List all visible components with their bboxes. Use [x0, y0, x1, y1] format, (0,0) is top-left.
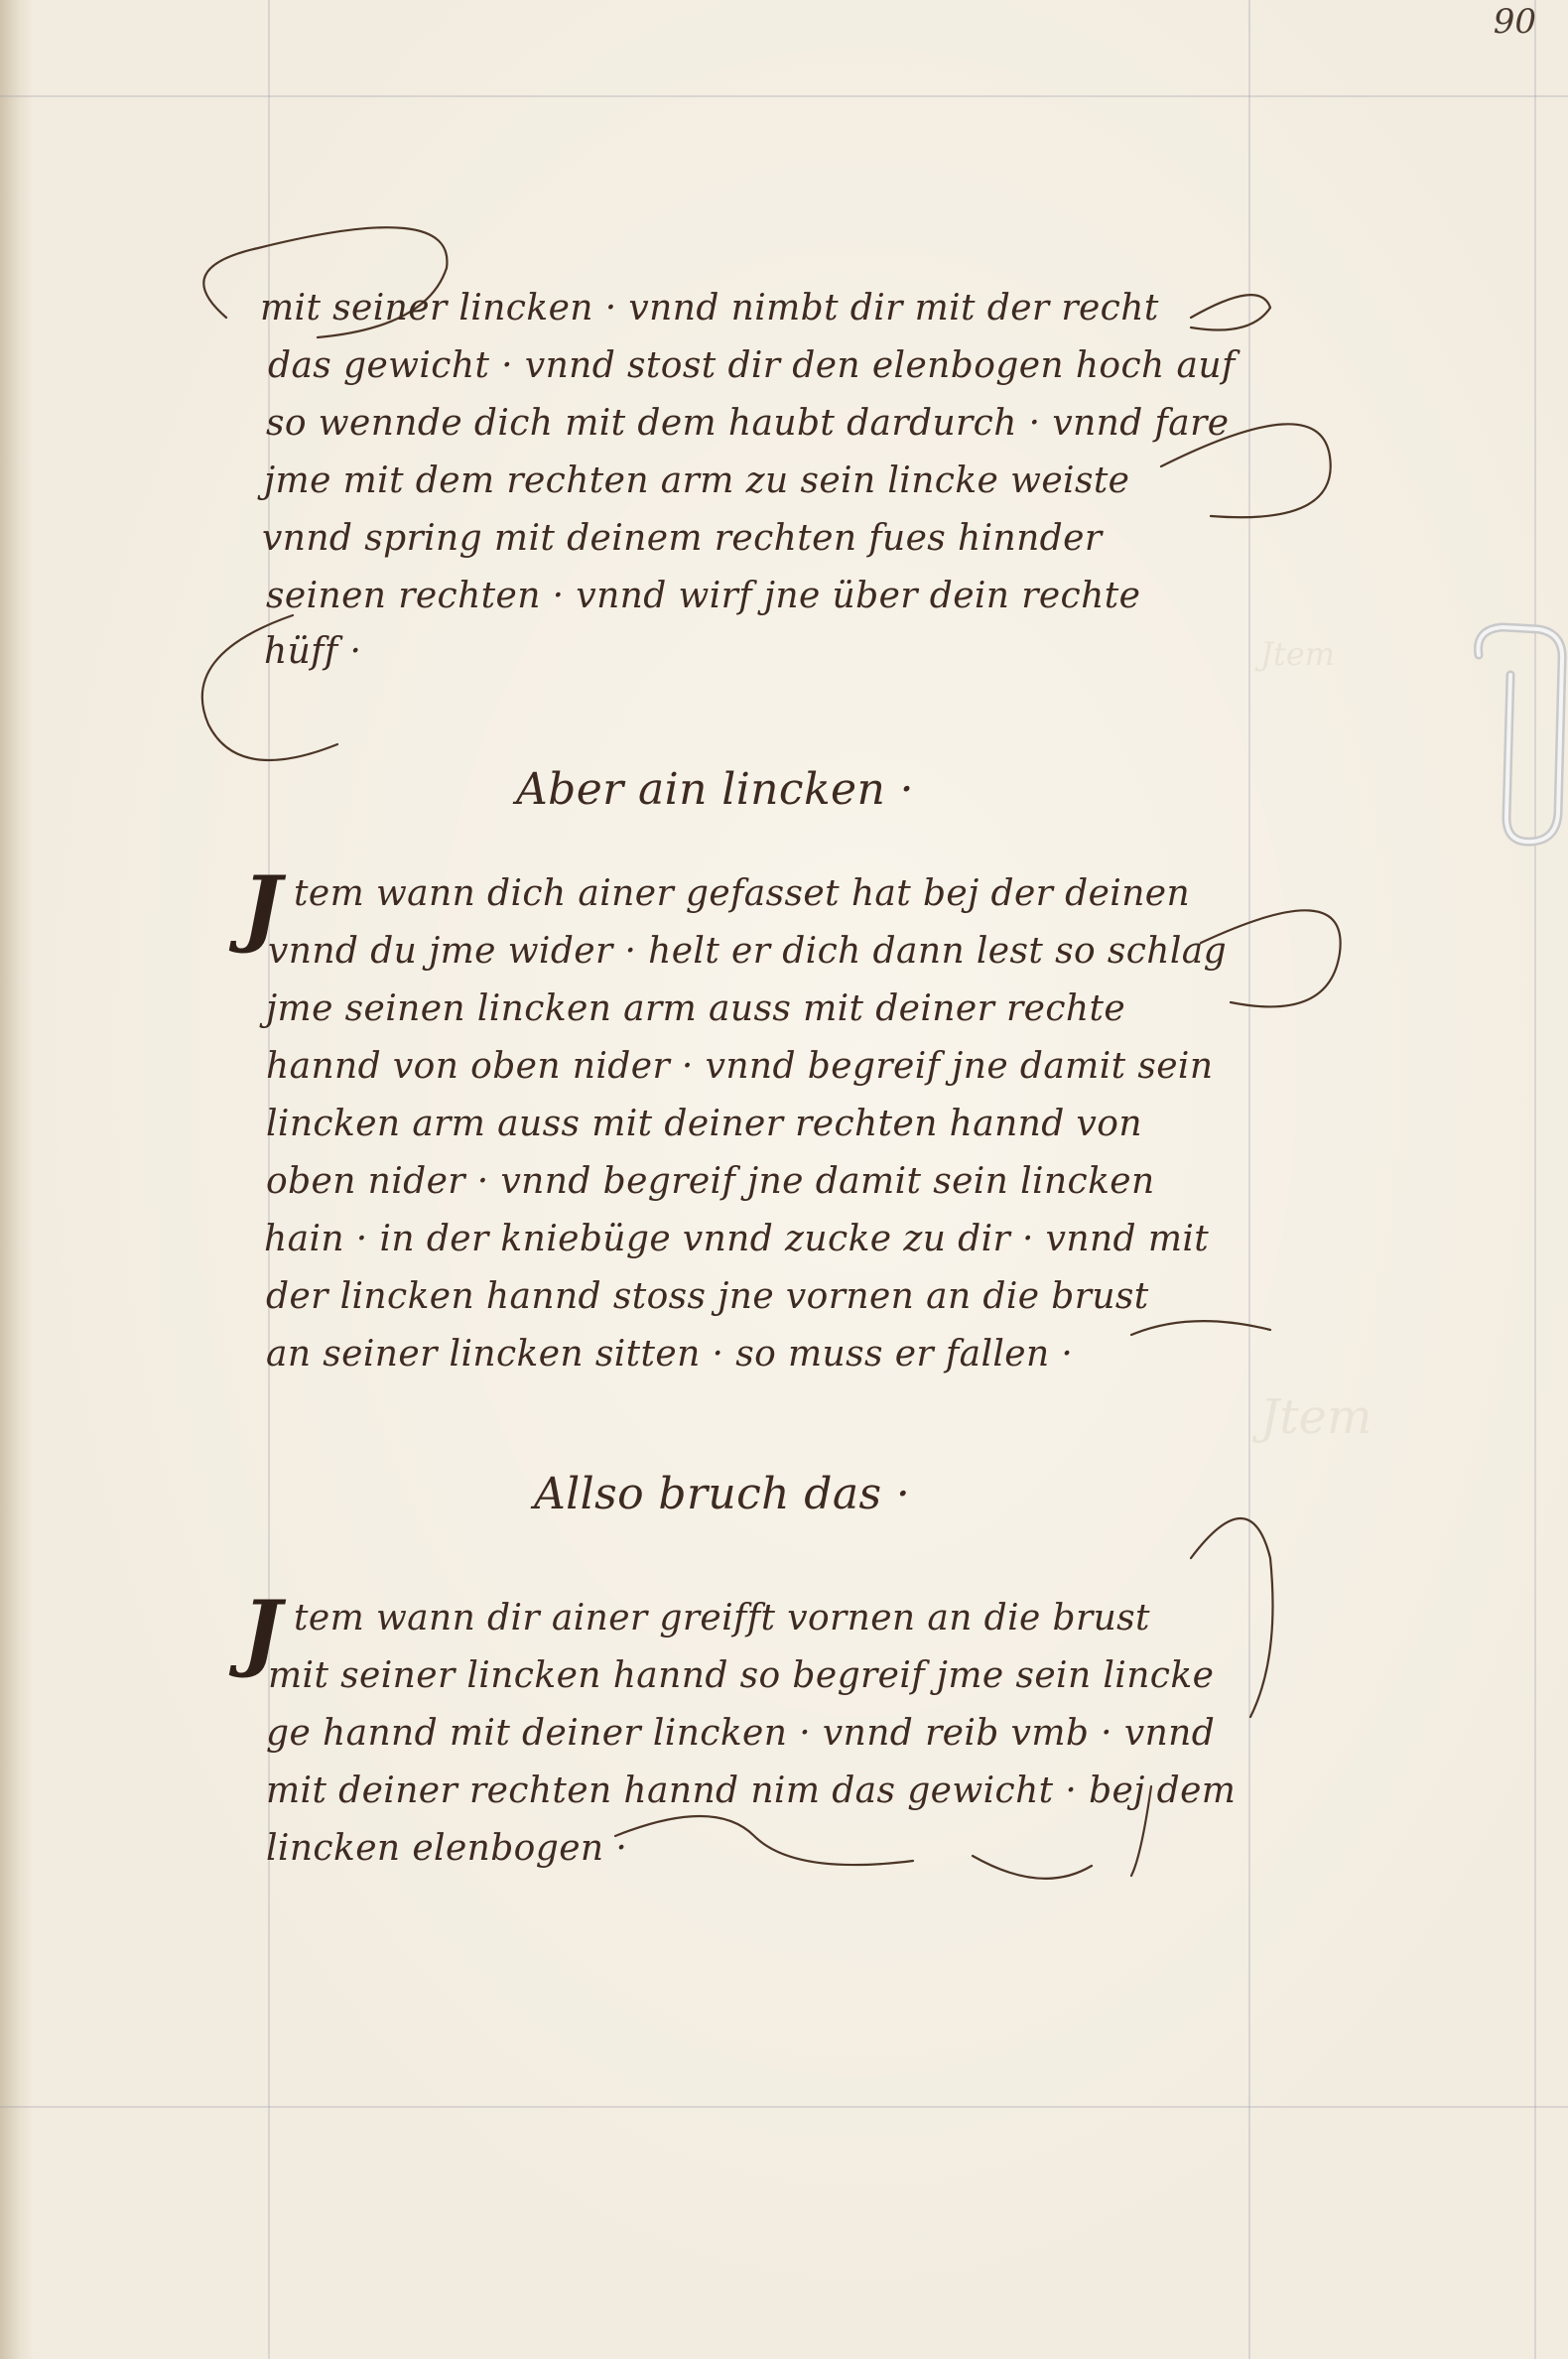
text-line: hüff ·: [264, 631, 362, 672]
text-line: tem wann dich ainer gefasset hat bej der deinen: [294, 873, 1191, 914]
ruling-line: [0, 95, 1568, 97]
text-line: hannd von oben nider · vnnd begreif jne damit sein: [266, 1046, 1214, 1087]
initial-letter: J: [242, 857, 282, 956]
initial-letter: J: [242, 1582, 282, 1680]
text-line: jme mit dem rechten arm zu sein lincke weiste: [264, 460, 1130, 501]
ruling-line: [0, 2106, 1568, 2108]
text-line: tem wann dir ainer greifft vornen an die brust: [294, 1598, 1150, 1638]
text-line: vnnd spring mit deinem rechten fues hinnder: [262, 518, 1103, 559]
text-line: das gewicht · vnnd stost dir den elenbogen hoch auf: [268, 345, 1236, 386]
text-line: an seiner lincken sitten · so muss er fallen ·: [266, 1334, 1074, 1375]
text-line: oben nider · vnnd begreif jne damit sein lincken: [266, 1161, 1155, 1202]
ruling-line: [1534, 0, 1536, 2359]
text-line: ge hannd mit deiner lincken · vnnd reib vmb · vnnd: [266, 1713, 1216, 1754]
text-line: lincken elenbogen ·: [266, 1828, 628, 1869]
text-line: lincken arm auss mit deiner rechten hannd von: [266, 1104, 1142, 1144]
show-through-ink: Jtem: [1260, 635, 1335, 673]
text-line: mit seiner lincken · vnnd nimbt dir mit der recht: [260, 288, 1159, 328]
text-line: jme seinen lincken arm auss mit deiner rechte: [266, 988, 1126, 1029]
folio-number: 90: [1493, 2, 1536, 42]
text-line: seinen rechten · vnnd wirf jne über dein rechte: [266, 576, 1141, 616]
show-through-ink: Jtem: [1260, 1389, 1372, 1445]
section-heading: Aber ain lincken ·: [516, 764, 914, 815]
text-line: mit deiner rechten hannd nim das gewicht · bej dem: [266, 1770, 1237, 1811]
text-line: vnnd du jme wider · helt er dich dann lest so schlag: [268, 931, 1228, 972]
text-line: mit seiner lincken hannd so begreif jme sein lincke: [268, 1655, 1215, 1696]
text-line: so wennde dich mit dem haubt dardurch · vnnd fare: [266, 403, 1230, 444]
text-line: hain · in der kniebüge vnnd zucke zu dir · vnnd mit: [264, 1219, 1210, 1259]
paper-clip-icon: [1467, 615, 1568, 853]
section-heading: Allso bruch das ·: [534, 1469, 911, 1519]
text-line: der lincken hannd stoss jne vornen an die brust: [266, 1276, 1149, 1317]
binding-gutter: [0, 0, 34, 2359]
